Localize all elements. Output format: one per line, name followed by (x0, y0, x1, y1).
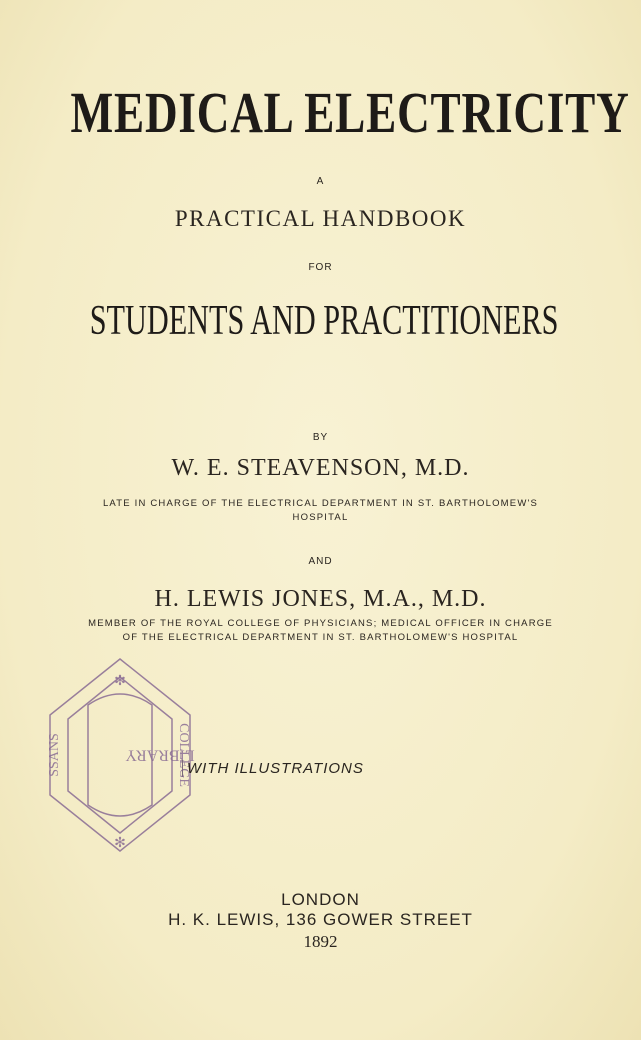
author-1-name: W. E. STEAVENSON, M.D. (171, 455, 470, 481)
book-title: MEDICAL ELECTRICITY (70, 80, 630, 145)
stamp-center-text: LIBRARY (125, 746, 195, 764)
stamp-right-text: COLLEGE (176, 723, 191, 787)
imprint-year: 1892 (303, 932, 338, 951)
library-stamp (40, 655, 200, 855)
author-1-affiliation (0, 497, 641, 525)
stamp-left-text: SSANS (47, 733, 62, 777)
and-word: AND (308, 556, 333, 567)
author-2-affiliation-line-2: OF THE ELECTRICAL DEPARTMENT IN ST. BARTHOLOMEW'S HOSPITAL (122, 632, 519, 643)
illustrations-note: WITH ILLUSTRATIONS (182, 760, 364, 777)
author-1-affiliation-line-2: HOSPITAL (292, 512, 349, 523)
imprint-city: LONDON (281, 890, 360, 909)
for-word: FOR (308, 262, 333, 273)
author-2-affiliation-line-1: MEMBER OF THE ROYAL COLLEGE OF PHYSICIANS; MEDICAL OFFICER IN CHARGE (88, 618, 553, 629)
subtitle: PRACTICAL HANDBOOK (174, 206, 467, 231)
imprint-publisher: H. K. LEWIS, 136 GOWER STREET (168, 910, 473, 929)
author-1-affiliation-line-1: LATE IN CHARGE OF THE ELECTRICAL DEPARTMENT IN ST. BARTHOLOMEW'S (102, 498, 539, 509)
by-word: BY (312, 432, 329, 443)
author-2-name: H. LEWIS JONES, M.A., M.D. (154, 586, 487, 612)
stamp-star-top-icon: ✻ (114, 674, 126, 689)
audience: STUDENTS AND PRACTITIONERS (89, 298, 559, 344)
stamp-star-bottom-icon: ✻ (114, 836, 126, 851)
author-2-affiliation (0, 617, 641, 645)
article-a: A (316, 176, 325, 187)
